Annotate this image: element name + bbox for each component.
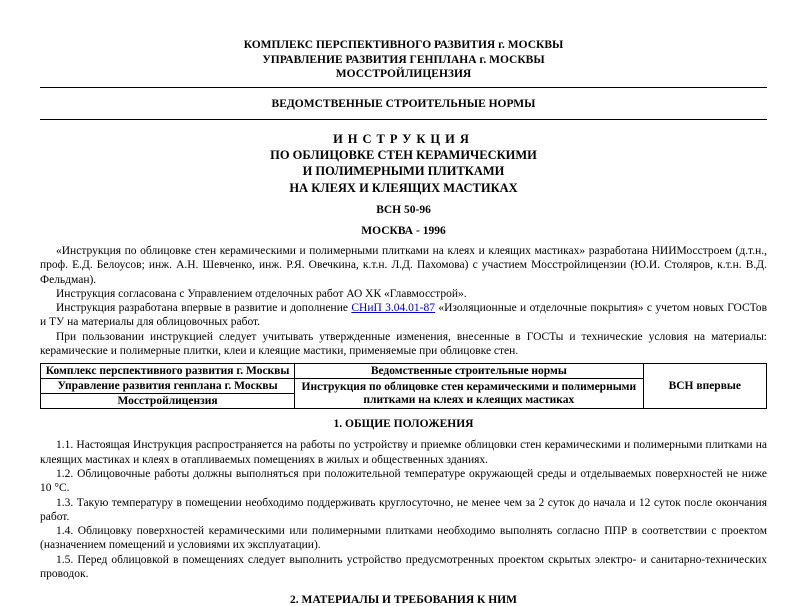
table-cell-complex: Комплекс перспективного развития г. Москвы bbox=[41, 364, 295, 379]
clause-1-1: 1.1. Настоящая Инструкция распространяется на работы по устройству и приемке облицовки стен керамическими и полимерными плитками на клеящих мастиках и клеях в отапливаемых помещениях в жилых и общественных зданиях. bbox=[40, 439, 767, 466]
section-2-title: 2. МАТЕРИАЛЫ И ТРЕБОВАНИЯ К НИМ bbox=[290, 594, 517, 606]
clause-1-4: 1.4. Облицовку поверхностей керамическими или полимерными плитками необходимо выполнять согласно ППР в соответствии с проектом (назначением помещений и условиями их эксплуатации). bbox=[40, 525, 767, 552]
table-row bbox=[41, 364, 767, 379]
document-title-line-1: ПО ОБЛИЦОВКЕ СТЕН КЕРАМИЧЕСКИМИ bbox=[270, 147, 537, 162]
document-page bbox=[40, 0, 767, 606]
document-code: ВСН 50-96 bbox=[376, 204, 431, 216]
document-title-line-3: НА КЛЕЯХ И КЛЕЯЩИХ МАСТИКАХ bbox=[289, 180, 518, 195]
table-cell-vsn bbox=[643, 364, 766, 409]
snip-link[interactable]: СНиП 3.04.01-87 bbox=[351, 302, 435, 315]
norms-label: ВЕДОМСТВЕННЫЕ СТРОИТЕЛЬНЫЕ НОРМЫ bbox=[271, 97, 536, 110]
intro-paragraph-usage: При пользовании инструкцией следует учитывать утвержденные изменения, внесенные в ГОСТы и технические условия на материалы: керамические и полимерные плитки, клеи и клеящие мастики, применяемые при облицовке стен. bbox=[40, 330, 767, 358]
header-divider-bottom bbox=[40, 119, 767, 120]
section-1-body bbox=[40, 438, 767, 581]
clause-1-5: 1.5. Перед облицовкой в помещениях следует выполнить устройство предусмотренных проектом скрытых электро- и санитарно-технических проводок. bbox=[40, 553, 767, 581]
intro-paragraph-approval: Инструкция согласована с Управлением отделочных работ АО ХК «Главмосстрой». bbox=[56, 287, 467, 300]
table-cell-instruction-title: Инструкция по облицовке стен керамическими и полимерными плитками на клеях и клеящих мастиках bbox=[295, 379, 643, 409]
section-1-title: 1. ОБЩИЕ ПОЛОЖЕНИЯ bbox=[333, 418, 474, 431]
document-title-word: ИНСТРУКЦИЯ bbox=[333, 131, 474, 146]
table-cell-norms: Ведомственные строительные нормы bbox=[295, 364, 643, 379]
header-divider-top bbox=[40, 87, 767, 88]
table-cell-department: Управление развития генплана г. Москвы bbox=[41, 379, 295, 394]
clause-1-3: 1.3. Такую температуру в помещении необходимо поддерживать круглосуточно, не менее чем за 2 суток до начала и 12 суток после окончания работ. bbox=[40, 496, 767, 523]
header-line-department: УПРАВЛЕНИЕ РАЗВИТИЯ ГЕНПЛАНА г. МОСКВЫ bbox=[262, 53, 545, 66]
document-title-line-2: И ПОЛИМЕРНЫМИ ПЛИТКАМИ bbox=[302, 164, 505, 178]
intro-paragraph-basis bbox=[40, 301, 767, 330]
header-line-complex: КОМПЛЕКС ПЕРСПЕКТИВНОГО РАЗВИТИЯ г. МОСКВЫ bbox=[243, 39, 564, 51]
clause-1-2: 1.2. Облицовочные работы должны выполняться при положительной температуре окружающей среды и отделываемых поверхностей не ниже 10 °С. bbox=[40, 467, 767, 495]
info-table bbox=[40, 363, 767, 409]
header-line-license: МОССТРОЙЛИЦЕНЗИЯ bbox=[335, 68, 472, 80]
intro-section bbox=[40, 244, 767, 358]
intro-paragraph-developers: «Инструкция по облицовке стен керамическими и полимерными плитками на клеях и клеящих мастиках» разработана НИИМосстроем (д.т.н., проф. Е.Д. Белоусов; инж. А.Н. Шевченко, инж. Р.Я. Овечкина, к.т.н. Л.Д. Пахомова) с участием Мосстройлицензии (Ю.И. Столяров, к.т.н. В.Д. Фельдман). bbox=[40, 245, 767, 286]
vsn-status: ВСН впервые bbox=[668, 379, 741, 392]
table-cell-license: Мосстройлицензия bbox=[41, 394, 295, 409]
intro-basis-text-after: «Изоляционные и отделочные покрытия» с учетом новых ГОСТов и ТУ на материалы для облицовочных работ. bbox=[40, 302, 768, 329]
intro-basis-text-before: Инструкция разработана впервые в развитие и дополнение bbox=[56, 302, 352, 315]
city-year: МОСКВА - 1996 bbox=[361, 225, 446, 237]
